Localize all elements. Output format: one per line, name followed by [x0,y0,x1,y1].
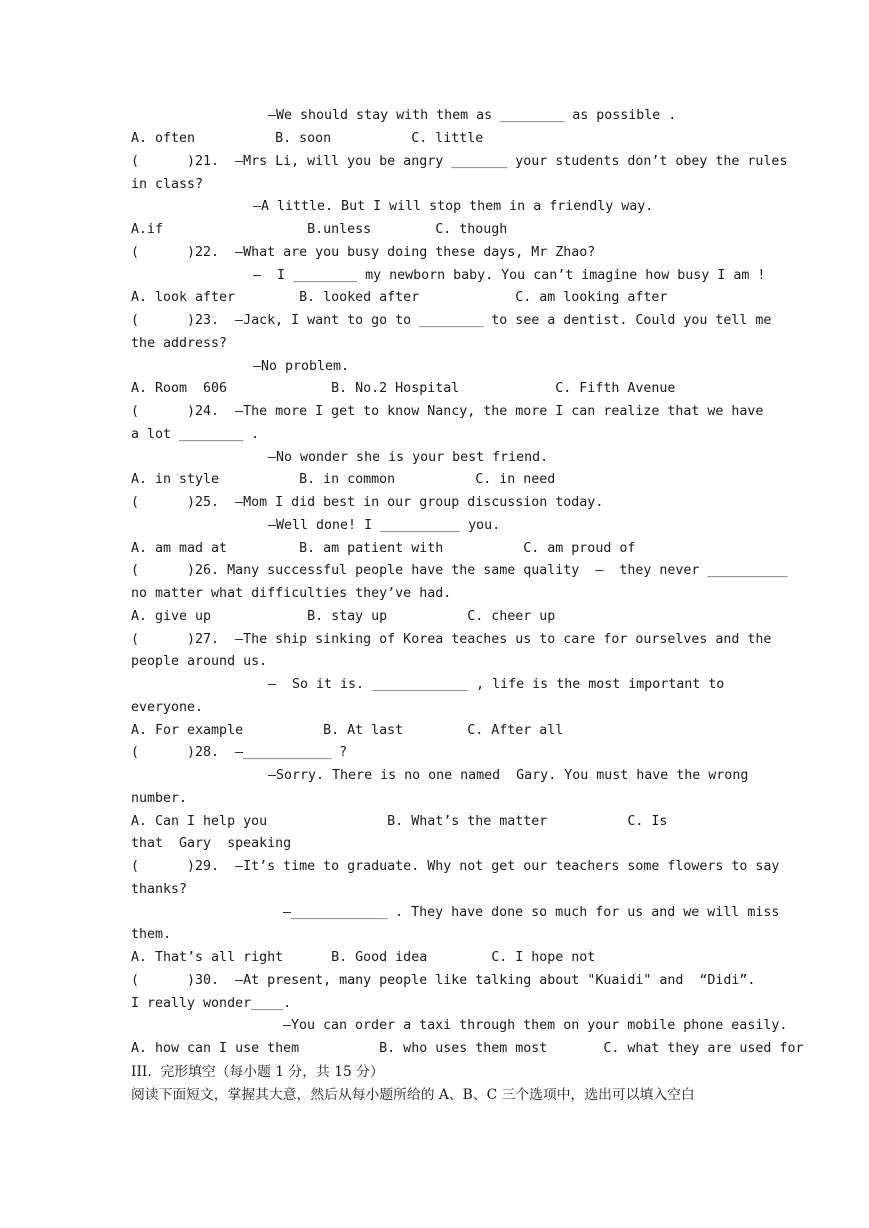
options-25: A. am mad at B. am patient with C. am proud of [131,541,636,556]
question-25: ( )25. —Mom I did best in our group discussion today. [131,495,604,510]
question-24: ( )24. —The more I get to know Nancy, the more I can realize that we have [131,404,764,419]
options-28-cont: that Gary speaking [131,836,292,851]
question-24-cont: a lot ________ . [131,427,260,442]
answer-line-23: —No problem. [253,359,350,374]
question-21: ( )21. —Mrs Li, will you be angry _______ your students don’t obey the rules [131,154,788,169]
answer-line-27: — So it is. ____________ , life is the most important to [268,677,725,692]
options-28: A. Can I help you B. What’s the matter C. Is [131,814,668,829]
question-29: ( )29. —It’s time to graduate. Why not get our teachers some flowers to say [131,859,780,874]
question-22: ( )22. —What are you busy doing these days, Mr Zhao? [131,245,596,260]
answer-line-24: —No wonder she is your best friend. [268,450,549,465]
answer-line-21: —A little. But I will stop them in a friendly way. [253,199,654,214]
answer-line-28-cont: number. [131,791,188,806]
options-29: A. That’s all right B. Good idea C. I hope not [131,950,596,965]
options-26: A. give up B. stay up C. cheer up [131,609,556,624]
question-23: ( )23. —Jack, I want to go to ________ to see a dentist. Could you tell me [131,313,772,328]
question-23-cont: the address? [131,336,228,351]
options-20: A. often B. soon C. little [131,131,484,146]
answer-line-28: —Sorry. There is no one named Gary. You must have the wrong [268,768,749,783]
section-heading-cloze: III. 完形填空（每小题 1 分，共 15 分） [131,1064,384,1080]
answer-line-20: —We should stay with them as ________ as possible . [268,108,677,123]
section-instructions: 阅读下面短文，掌握其大意，然后从每小题所给的 A、B、C 三个选项中，选出可以填入空白 [131,1087,695,1103]
question-26: ( )26. Many successful people have the same quality — they never __________ [131,563,788,578]
options-27: A. For example B. At last C. After all [131,723,564,738]
options-22: A. look after B. looked after C. am looking after [131,290,668,305]
question-30: ( )30. —At present, many people like talking about "Kuaidi" and “Didi”. [131,973,756,988]
options-30: A. how can I use them B. who uses them most C. what they are used for [131,1041,804,1056]
question-21-cont: in class? [131,177,204,192]
answer-line-25: —Well done! I __________ you. [268,518,501,533]
question-27-cont: people around us. [131,654,268,669]
options-24: A. in style B. in common C. in need [131,472,556,487]
answer-line-27-cont: everyone. [131,700,204,715]
options-21: A.if B.unless C. though [131,222,508,237]
question-27: ( )27. —The ship sinking of Korea teaches us to care for ourselves and the [131,632,772,647]
answer-line-30: —You can order a taxi through them on your mobile phone easily. [283,1018,788,1033]
options-23: A. Room 606 B. No.2 Hospital C. Fifth Avenue [131,381,676,396]
question-30-cont: I really wonder____. [131,996,292,1011]
answer-line-22: — I ________ my newborn baby. You can’t imagine how busy I am ! [253,268,766,283]
answer-line-29-cont: them. [131,927,172,942]
question-26-cont: no matter what difficulties they’ve had. [131,586,452,601]
question-29-cont: thanks? [131,882,188,897]
answer-line-29: —____________ . They have done so much for us and we will miss [283,905,780,920]
question-28: ( )28. —___________ ? [131,745,348,760]
